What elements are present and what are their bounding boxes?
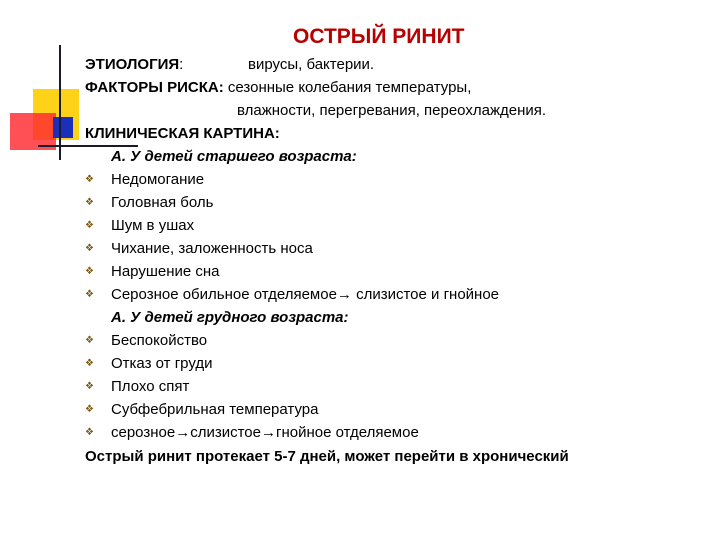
list-item: серозное→слизистое→гнойное отделяемое (111, 424, 419, 441)
diamond-bullet-icon: ❖ (85, 266, 94, 277)
list-item: Субфебрильная температура (111, 401, 319, 418)
list-item: Недомогание (111, 171, 205, 188)
diamond-bullet-icon: ❖ (85, 404, 94, 415)
diamond-bullet-icon: ❖ (85, 243, 94, 254)
etiology-row (85, 56, 183, 74)
diamond-bullet-icon: ❖ (85, 381, 94, 392)
list-item: Шум в ушах (111, 217, 195, 234)
list-item: Беспокойство (111, 332, 208, 349)
infants-heading: А. У детей грудного возраста: (111, 309, 349, 326)
decor-horizontal-line (38, 145, 138, 147)
clinical-label: КЛИНИЧЕСКАЯ КАРТИНА: (85, 125, 280, 142)
decor-blue-square (53, 117, 73, 138)
risk-row (85, 79, 471, 97)
decor-vertical-line (59, 45, 61, 160)
diamond-bullet-icon: ❖ (85, 427, 94, 438)
risk-label: ФАКТОРЫ РИСКА: (85, 79, 224, 96)
list-item: Чихание, заложенность носа (111, 240, 313, 257)
older-heading: А. У детей старшего возраста: (111, 148, 357, 165)
etiology-label: ЭТИОЛОГИЯ (85, 56, 180, 73)
diamond-bullet-icon: ❖ (85, 335, 94, 346)
list-item: Серозное обильное отделяемое→ слизистое и гнойное (111, 286, 500, 303)
etiology-colon: : (179, 56, 184, 73)
page-title: ОСТРЫЙ РИНИТ (293, 25, 465, 48)
risk-line-1: сезонные колебания температуры, (227, 79, 472, 96)
risk-line-2: влажности, перегревания, переохлаждения. (237, 102, 547, 119)
diamond-bullet-icon: ❖ (85, 220, 94, 231)
list-item: Головная боль (111, 194, 214, 211)
conclusion-text: Острый ринит протекает 5-7 дней, может перейти в хронический (85, 448, 569, 465)
list-item: Отказ от груди (111, 355, 213, 372)
diamond-bullet-icon: ❖ (85, 289, 94, 300)
list-item: Нарушение сна (111, 263, 220, 280)
etiology-value: вирусы, бактерии. (248, 56, 375, 73)
diamond-bullet-icon: ❖ (85, 197, 94, 208)
list-item: Плохо спят (111, 378, 190, 395)
diamond-bullet-icon: ❖ (85, 174, 94, 185)
diamond-bullet-icon: ❖ (85, 358, 94, 369)
